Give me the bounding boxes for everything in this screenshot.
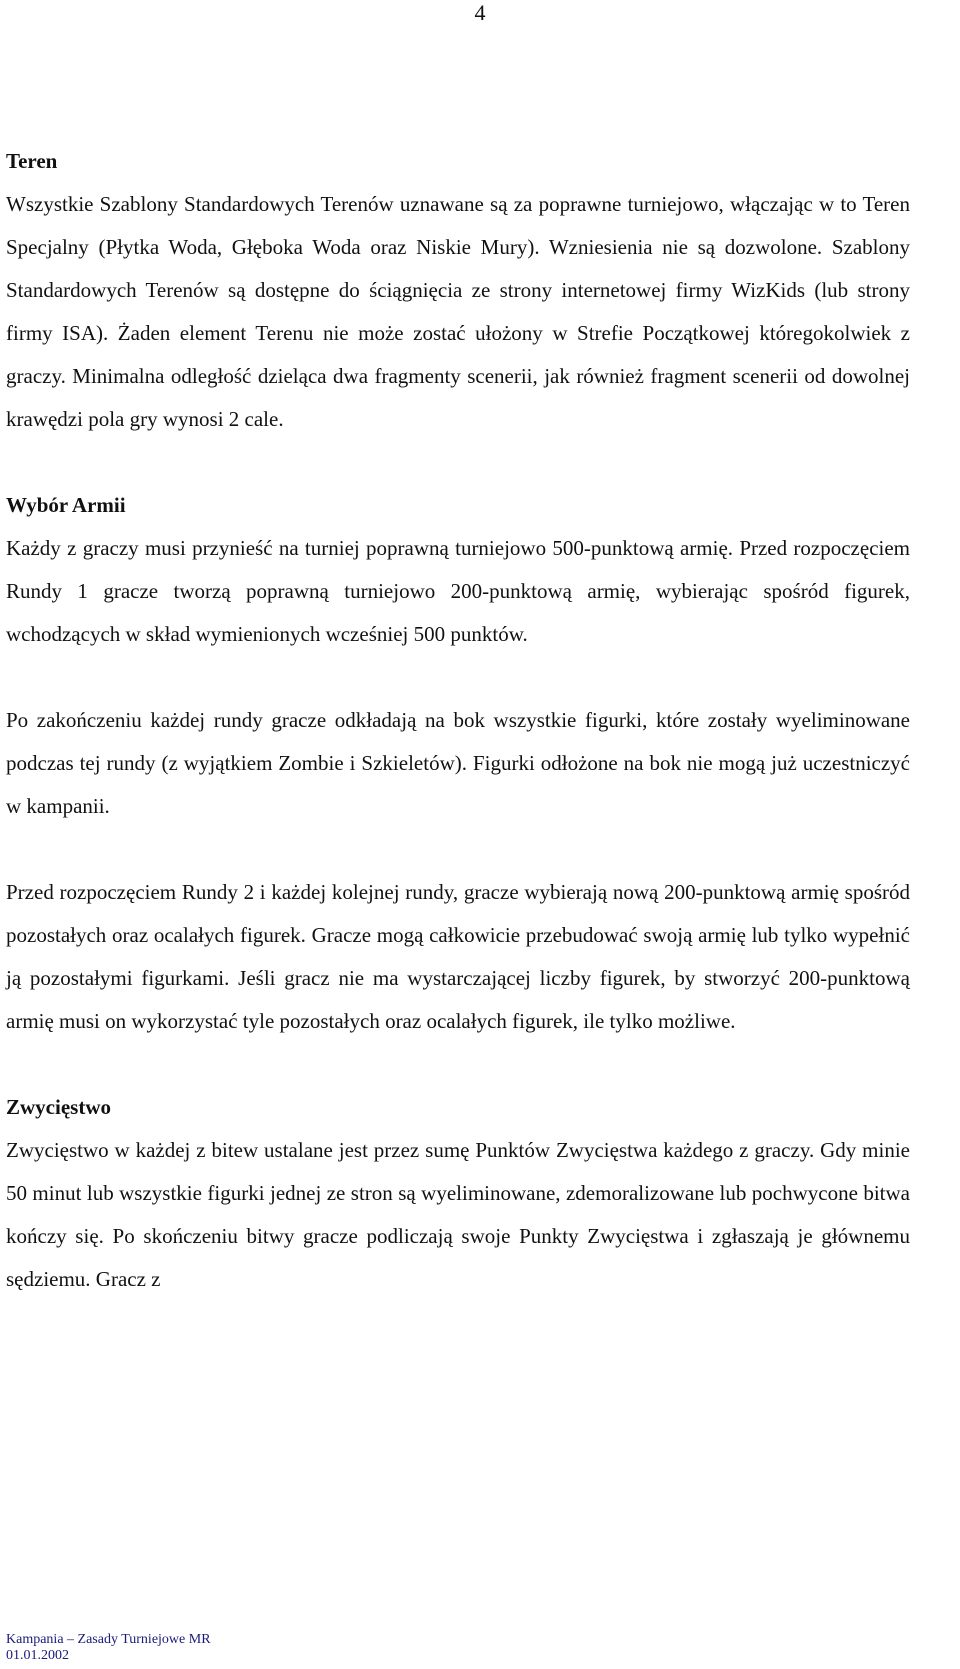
paragraph-wybor-armii-1: Każdy z graczy musi przynieść na turniej poprawną turniejowo 500-punktową armię. Przed rozpoczęciem Rundy 1 gracze tworzą poprawną turniejowo 200-punktową armię, wybierając spośród figurek, wchodzących w skład wymienionych wcześniej 500 punktów.	[6, 536, 910, 646]
section-heading-teren: Teren	[6, 149, 58, 173]
spacer	[6, 828, 910, 871]
spacer	[6, 441, 910, 484]
section-heading-wybor-armii: Wybór Armii	[6, 493, 126, 517]
page-number: 4	[474, 0, 486, 25]
document-body	[6, 140, 910, 1301]
paragraph-wybor-armii-3: Przed rozpoczęciem Rundy 2 i każdej kolejnej rundy, gracze wybierają nową 200-punktową armię spośród pozostałych oraz ocalałych figurek. Gracze mogą całkowicie przebudować swoją armię lub tylko wypełnić ją pozostałymi figurkami. Jeśli gracz nie ma wystarczającej liczby figurek, by stworzyć 200-punktową armię musi on wykorzystać tyle pozostałych oraz ocalałych figurek, ile tylko możliwe.	[6, 880, 910, 1033]
footer-title: Kampania – Zasady Turniejowe MR	[6, 1632, 211, 1647]
paragraph-teren: Wszystkie Szablony Standardowych Terenów uznawane są za poprawne turniejowo, włączając w to Teren Specjalny (Płytka Woda, Głęboka Woda oraz Niskie Mury). Wzniesienia nie są dozwolone. Szablony Standardowych Terenów są dostępne do ściągnięcia ze strony internetowej firmy WizKids (lub strony firmy ISA). Żaden element Terenu nie może zostać ułożony w Strefie Początkowej któregokolwiek z graczy. Minimalna odległość dzieląca dwa fragmenty scenerii, jak również fragment scenerii od dowolnej krawędzi pola gry wynosi 2 cale.	[6, 192, 910, 431]
spacer	[6, 656, 910, 699]
section-heading-zwyciestwo: Zwycięstwo	[6, 1095, 111, 1119]
paragraph-zwyciestwo: Zwycięstwo w każdej z bitew ustalane jest przez sumę Punktów Zwycięstwa każdego z graczy. Gdy minie 50 minut lub wszystkie figurki jednej ze stron są wyeliminowane, zdemoralizowane lub pochwycone bitwa kończy się. Po skończeniu bitwy gracze podliczają swoje Punkty Zwycięstwa i zgłaszają je głównemu sędziemu. Gracz z	[6, 1138, 910, 1291]
paragraph-wybor-armii-2: Po zakończeniu każdej rundy gracze odkładają na bok wszystkie figurki, które zostały wyeliminowane podczas tej rundy (z wyjątkiem Zombie i Szkieletów). Figurki odłożone na bok nie mogą już uczestniczyć w kampanii.	[6, 708, 910, 818]
spacer	[6, 1043, 910, 1086]
footer-date: 01.01.2002	[6, 1648, 69, 1663]
page-footer	[6, 1632, 211, 1664]
